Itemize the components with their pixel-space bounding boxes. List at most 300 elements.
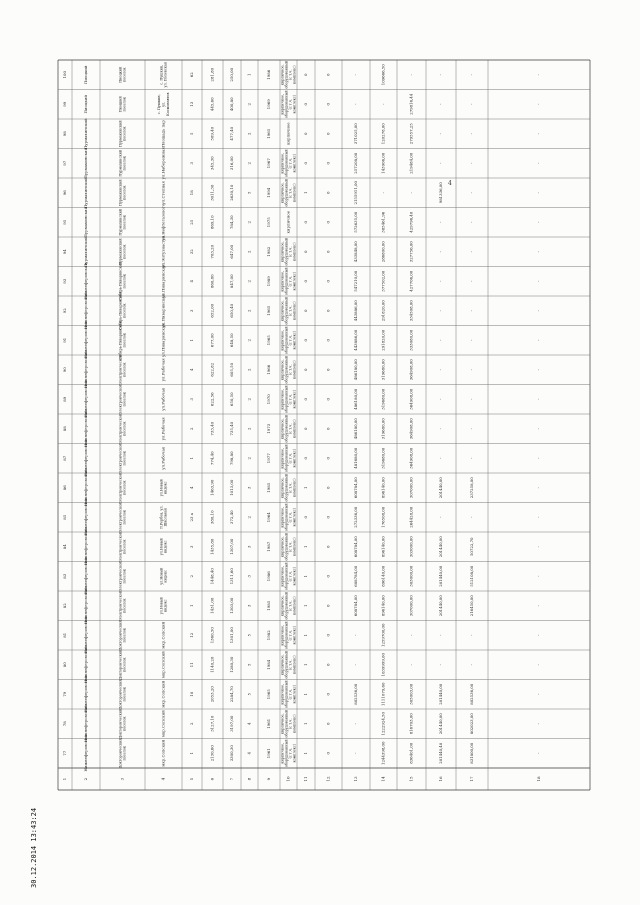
table-cell: Нижнеферовский: [83, 675, 88, 713]
table-cell: 303000,00: [408, 565, 414, 587]
table-cell: 1961: [266, 718, 271, 729]
table-cell: (с т.ч.: [288, 364, 293, 376]
table-cell: поселок: [122, 362, 127, 378]
table-cell: 0: [325, 663, 331, 666]
table-cell: ул.Новый: [159, 567, 164, 585]
table-cell: (с т.ч.: [288, 747, 293, 759]
table-cell: 648,50: [229, 333, 234, 348]
table-cell: 380,10: [209, 510, 215, 525]
table-cell: 3: [246, 545, 252, 548]
column-header: 6: [209, 777, 215, 781]
table-cell: 303000,00: [408, 536, 414, 558]
table-cell: кирпичное,: [280, 742, 285, 764]
print-timestamp: 30.12.2014 13:43:24: [30, 807, 38, 888]
table-cell: комплекс): [292, 566, 297, 586]
table-cell: 91: [62, 337, 67, 343]
table-cell: 25: [189, 219, 194, 225]
table-cell: Пурмахинский: [118, 238, 123, 266]
table-cell: Доктороический: [118, 620, 123, 651]
table-cell: 86: [62, 485, 67, 491]
table-cell: -: [438, 280, 443, 282]
table-cell: Электроической: [118, 384, 123, 415]
table-cell: 4: [189, 486, 194, 489]
table-cell: 0: [303, 516, 308, 519]
table-cell: 0: [325, 604, 331, 607]
table-cell: -: [353, 752, 358, 754]
table-cell: 0: [325, 752, 331, 755]
table-cell: -: [469, 251, 474, 253]
table-cell: 802536,00: [353, 683, 358, 705]
table-cell: -: [536, 251, 541, 253]
table-cell: (с т.ч.: [288, 275, 293, 287]
table-cell: Нижнеферовский: [83, 292, 88, 330]
table-cell: 1965: [266, 305, 271, 316]
table-cell: 0: [303, 398, 308, 401]
table-cell: 1463,90: [209, 479, 215, 496]
table-cell: 2: [246, 339, 252, 342]
table-cell: комплекс): [292, 94, 297, 114]
table-cell: мкр.Сопский: [160, 621, 166, 649]
table-cell: 1982: [266, 246, 271, 257]
table-cell: поселок: [122, 303, 127, 319]
table-cell: Пиоцкий: [118, 66, 123, 83]
table-cell: 3: [189, 162, 194, 165]
table-cell: 0: [325, 545, 331, 548]
table-cell: комплекс): [292, 183, 297, 203]
table-cell: 703,20: [209, 244, 215, 259]
table-cell: -: [469, 428, 474, 430]
table-cell: 2: [246, 221, 252, 224]
table-cell: Электроической: [118, 472, 123, 503]
table-cell: -: [438, 221, 443, 223]
table-cell: 647,00: [229, 244, 234, 259]
table-cell: -: [536, 457, 541, 459]
table-cell: поселок: [122, 185, 127, 201]
table-cell: 1: [303, 575, 308, 578]
table-cell: -: [536, 664, 541, 666]
table-cell: оборудованный: [284, 709, 289, 738]
table-cell: 1039999,00: [380, 652, 386, 677]
table-cell: индекс: [163, 599, 168, 613]
table-cell: Нижнеферовский: [83, 439, 88, 477]
table-cell: 0: [325, 132, 331, 135]
table-cell: 371025,00: [353, 123, 358, 145]
table-cell: кирпичное,: [280, 447, 285, 469]
table-cell: поселок: [122, 126, 127, 142]
table-cell: -: [469, 664, 474, 666]
table-cell: 279816,44: [408, 93, 414, 115]
table-cell: 176508,00: [380, 506, 386, 528]
table-cell: -: [469, 457, 474, 459]
table-cell: 0: [325, 457, 331, 460]
table-cell: кирпичное,: [280, 536, 285, 558]
table-cell: (с т.ч.: [288, 98, 293, 110]
table-cell: -: [536, 398, 541, 400]
table-cell: -: [469, 339, 474, 341]
table-cell: Пурмахинский: [83, 236, 88, 268]
table-cell: (с т.ч.: [288, 600, 293, 612]
table-cell: 981336,00: [438, 182, 443, 204]
table-cell: -: [536, 221, 541, 223]
table-cell: 831800,00: [469, 742, 474, 764]
table-cell: 1: [303, 693, 308, 696]
table-cell: 1301,00: [229, 627, 234, 644]
table-cell: 896140,00: [380, 477, 386, 499]
table-cell: (с т.ч.: [288, 688, 293, 700]
column-header: 17: [469, 776, 474, 782]
table-cell: комплекс): [292, 389, 297, 409]
table-cell: Нижнеферовский: [83, 646, 88, 684]
table-cell: 2: [246, 162, 252, 165]
table-cell: комплекс): [292, 743, 297, 763]
table-cell: оборудованный: [284, 90, 289, 119]
table-cell: поселок: [122, 627, 127, 643]
table-cell: поселок: [122, 244, 127, 260]
table-cell: 5: [246, 191, 252, 194]
table-cell: ул.Рабочая: [160, 446, 166, 470]
table-cell: кирпичное,: [280, 270, 285, 292]
table-cell: мкр.Сопский: [160, 710, 166, 738]
table-cell: -: [536, 280, 541, 282]
table-cell: поселок: [122, 67, 127, 83]
table-cell: 2130,60: [209, 745, 215, 762]
table-cell: 286800,00: [380, 241, 386, 263]
table-cell: 291820,00: [380, 300, 386, 322]
table-cell: Нижнеферовский: [83, 321, 88, 359]
table-cell: 1303,00: [229, 597, 234, 614]
table-cell: поселок: [122, 332, 127, 348]
table-cell: 0: [325, 162, 331, 165]
table-cell: 1280,30: [229, 656, 234, 673]
table-cell: 0: [325, 722, 331, 725]
table-cell: кирпичное,: [280, 506, 285, 528]
table-cell: 96: [62, 190, 67, 196]
table-cell: 1311,60: [229, 568, 234, 585]
table-cell: 92: [62, 308, 67, 314]
table-cell: комплекс): [292, 419, 297, 439]
table-cell: -: [353, 723, 358, 725]
table-cell: поселок: [122, 509, 127, 525]
table-cell: поселок: [122, 421, 127, 437]
table-cell: кирпичное: [285, 122, 291, 146]
table-cell: 0: [325, 427, 331, 430]
table-cell: 547210,00: [353, 270, 358, 292]
table-cell: ул.: [161, 101, 166, 107]
table-cell: 1: [303, 191, 308, 194]
table-cell: 120278,00: [380, 123, 386, 145]
table-cell: оборудованный: [284, 739, 289, 768]
table-cell: (с т.ч.: [288, 629, 293, 641]
table-cell: поселок: [122, 273, 127, 289]
table-cell: 847,00: [229, 274, 234, 289]
table-cell: 433848,00: [353, 241, 358, 263]
table-cell: комплекс): [292, 448, 297, 468]
table-cell: оборудованный: [284, 414, 289, 443]
table-cell: 23 а: [189, 512, 194, 522]
table-cell: 1986: [266, 69, 271, 80]
table-cell: 4: [189, 368, 194, 371]
table-cell: -: [536, 634, 541, 636]
table-cell: -: [469, 133, 474, 135]
table-cell: 0: [303, 132, 308, 135]
table-cell: оборудованный: [284, 149, 289, 178]
table-cell: комплекс): [292, 301, 297, 321]
table-cell: Нижнеферовский: [83, 557, 88, 595]
table-cell: Нижнеферовский: [83, 734, 88, 772]
table-cell: оборудованный: [284, 237, 289, 266]
table-cell: комплекс): [292, 65, 297, 85]
table-cell: 1986: [266, 571, 271, 582]
table-cell: -: [408, 664, 414, 666]
table-cell: мкр.Сопский: [160, 651, 166, 679]
column-header: 16: [438, 776, 443, 782]
table-cell: -: [536, 693, 541, 695]
table-cell: индекс: [163, 569, 168, 583]
table-cell: 279557,25: [408, 123, 414, 145]
table-cell: кирпичное,: [280, 418, 285, 440]
table-cell: 1307,00: [229, 538, 234, 555]
table-cell: 4: [246, 752, 252, 755]
table-cell: -: [380, 192, 386, 194]
table-cell: Электроической: [118, 502, 123, 533]
table-cell: 2284,70: [229, 686, 234, 703]
table-cell: кирпичное,: [280, 683, 285, 705]
table-cell: поселок: [122, 96, 127, 112]
table-cell: 3: [189, 545, 194, 548]
table-cell: 0: [325, 368, 331, 371]
table-cell: 427706,00: [408, 270, 414, 292]
table-cell: поселок: [122, 480, 127, 496]
table-cell: 307000,00: [408, 477, 414, 499]
table-cell: 1: [303, 752, 308, 755]
table-cell: 774,40: [209, 451, 215, 466]
table-cell: -: [438, 664, 443, 666]
table-cell: поселок: [122, 568, 127, 584]
table-cell: 3300,30: [229, 745, 234, 762]
table-cell: 1244398,00: [380, 741, 386, 766]
column-header: 5: [189, 777, 194, 781]
table-cell: 1360,50: [209, 627, 215, 644]
table-cell: 2155911,00: [353, 180, 358, 205]
table-cell: ул.Степная: [160, 181, 166, 205]
table-cell: -: [438, 339, 443, 341]
table-cell: 3197,00: [229, 715, 234, 732]
table-cell: 291820,00: [380, 329, 386, 351]
table-cell: 1982: [266, 630, 271, 641]
table-cell: 281,80: [209, 67, 215, 82]
table-cell: 201440,00: [438, 683, 443, 705]
table-cell: Электроической: [118, 354, 123, 385]
table-cell: 486180,00: [353, 388, 358, 410]
table-cell: 1984: [266, 659, 271, 670]
table-cell: кирпичное,: [280, 152, 285, 174]
column-header: 1: [62, 777, 67, 781]
table-cell: -: [536, 162, 541, 164]
table-cell: 486180,00: [353, 418, 358, 440]
table-cell: (с т.ч.: [288, 511, 293, 523]
table-cell: 784,30: [229, 215, 234, 230]
table-cell: -: [353, 664, 358, 666]
page-number: 4: [448, 180, 452, 187]
table-cell: 798,80: [229, 451, 234, 466]
column-header: 11: [303, 776, 308, 782]
table-cell: 443886,00: [353, 329, 358, 351]
table-cell: 0: [325, 575, 331, 578]
table-cell: кирпичное,: [280, 624, 285, 646]
table-cell: 896140,00: [380, 536, 386, 558]
table-cell: 1964: [266, 512, 271, 523]
table-cell: -: [469, 162, 474, 164]
table-cell: Космонавтов: [165, 92, 170, 116]
table-cell: -: [536, 605, 541, 607]
table-cell: поселок: [122, 745, 127, 761]
table-cell: -: [536, 192, 541, 194]
table-cell: 1222924,50: [380, 711, 386, 736]
table-cell: Электроической: [118, 413, 123, 444]
column-header: 13: [353, 776, 358, 782]
table-cell: кирпичное,: [280, 300, 285, 322]
table-cell: 364908,00: [408, 418, 414, 440]
table-cell: Л.Рербов, ул.: [159, 505, 164, 530]
table-cell: 2630,10: [229, 184, 234, 201]
table-cell: кирпичное,: [280, 182, 285, 204]
table-cell: Электроической: [118, 531, 123, 562]
table-cell: кирпичное,: [280, 654, 285, 676]
table-cell: ул.Нефтегазового: [160, 203, 166, 241]
table-cell: мкр.Сопский: [160, 680, 166, 708]
table-cell: 1: [303, 634, 308, 637]
table-cell: индекс: [163, 540, 168, 554]
table-cell: 608784,00: [353, 565, 358, 587]
table-cell: кирпичное,: [280, 565, 285, 587]
table-cell: -: [536, 752, 541, 754]
table-cell: (с т.ч.: [288, 393, 293, 405]
table-cell: 0: [325, 280, 331, 283]
table-cell: комплекс): [292, 684, 297, 704]
table-cell: 1965: [266, 689, 271, 700]
table-cell: (с т.ч.: [288, 541, 293, 553]
table-cell: 3127,10: [209, 715, 215, 732]
table-cell: 0: [303, 280, 308, 283]
table-cell: Нижнеферовский: [83, 587, 88, 625]
table-cell: -: [353, 634, 358, 636]
table-cell: ул.Новый: [159, 597, 164, 615]
table-grid: [58, 60, 590, 790]
table-cell: 622,56: [209, 392, 215, 407]
table-cell: 0: [325, 191, 331, 194]
table-cell: Пурмахинский: [83, 206, 88, 238]
table-cell: 3: [246, 486, 252, 489]
table-cell: 79: [62, 691, 67, 697]
table-cell: 2: [246, 368, 252, 371]
table-cell: -: [438, 457, 443, 459]
table-cell: -: [536, 103, 541, 105]
table-cell: (с т.ч.: [288, 187, 293, 199]
table-cell: 98: [62, 131, 67, 137]
table-cell: Нижнеферовский: [83, 380, 88, 418]
table-cell: (с т.ч.: [288, 718, 293, 730]
table-cell: 219484,00: [408, 152, 414, 174]
table-cell: 0: [325, 73, 331, 76]
table-cell: 0: [303, 221, 308, 224]
table-cell: 1: [303, 545, 308, 548]
table-cell: 83: [62, 573, 67, 579]
table-cell: (с т.ч.: [288, 452, 293, 464]
table-cell: 80: [62, 662, 67, 668]
column-header: 14: [380, 776, 386, 782]
table-cell: -: [536, 133, 541, 135]
table-cell: -: [469, 310, 474, 312]
table-cell: (с т.ч.: [288, 334, 293, 346]
table-cell: ул.Пиваринская: [160, 293, 166, 328]
table-cell: 201440,00: [438, 536, 443, 558]
table-cell: 81: [62, 632, 67, 638]
table-cell: 307000,00: [408, 595, 414, 617]
table-cell: 1985: [266, 482, 271, 493]
table-cell: Нижнеферовский: [83, 498, 88, 536]
table-cell: оборудованный: [284, 385, 289, 414]
table-cell: -: [408, 74, 414, 76]
table-cell: -: [408, 634, 414, 636]
table-cell: 1965: [266, 335, 271, 346]
table-cell: 334508,00: [408, 300, 414, 322]
table-cell: 2: [189, 575, 194, 578]
table-cell: 0: [303, 162, 308, 165]
table-cell: Нижнеферовский: [83, 469, 88, 507]
table-cell: Сибирь-Пиваринский: [118, 291, 123, 331]
table-cell: 333080,00: [408, 329, 414, 351]
table-cell: комплекс): [292, 242, 297, 262]
table-cell: оборудованный: [284, 355, 289, 384]
table-cell: -: [438, 428, 443, 430]
table-cell: 509,40: [209, 126, 215, 141]
table-cell: оборудованный: [284, 473, 289, 502]
table-cell: 319680,00: [380, 359, 386, 381]
table-cell: -: [469, 369, 474, 371]
table-cell: 1: [189, 752, 194, 755]
table-cell: кирпичное: [285, 210, 291, 234]
table-cell: 2053,20: [209, 686, 215, 703]
table-cell: 1140,20: [209, 656, 215, 673]
table-cell: 2: [246, 132, 252, 135]
table-cell: 481680,00: [353, 447, 358, 469]
table-cell: -: [438, 634, 443, 636]
table-cell: 429796,40: [408, 211, 414, 233]
table-cell: Сибирь-Пиваринский: [118, 320, 123, 360]
table-cell: Нижнеферовский: [83, 705, 88, 743]
table-cell: 4: [189, 280, 194, 283]
table-cell: кирпичное,: [280, 713, 285, 735]
table-cell: 201440,40: [438, 742, 443, 764]
table-cell: 11: [189, 662, 194, 668]
table-cell: 0: [325, 309, 331, 312]
table-cell: оборудованный: [284, 444, 289, 473]
table-cell: 50722,70: [469, 537, 474, 557]
table-cell: 1969: [266, 99, 271, 110]
table-cell: 2: [246, 398, 252, 401]
table-cell: 1: [303, 663, 308, 666]
table-cell: 201440,00: [438, 713, 443, 735]
table-cell: 201440,00: [438, 595, 443, 617]
table-cell: 100: [62, 71, 67, 79]
table-cell: Сибирь-Пиваринский: [118, 261, 123, 301]
table-cell: Нижнеферовский: [83, 616, 88, 654]
table-cell: 0: [325, 250, 331, 253]
table-cell: -: [536, 74, 541, 76]
column-header: 4: [160, 777, 166, 781]
table-cell: мкр.Сопский: [160, 739, 166, 767]
table-cell: 445,60: [209, 97, 215, 112]
